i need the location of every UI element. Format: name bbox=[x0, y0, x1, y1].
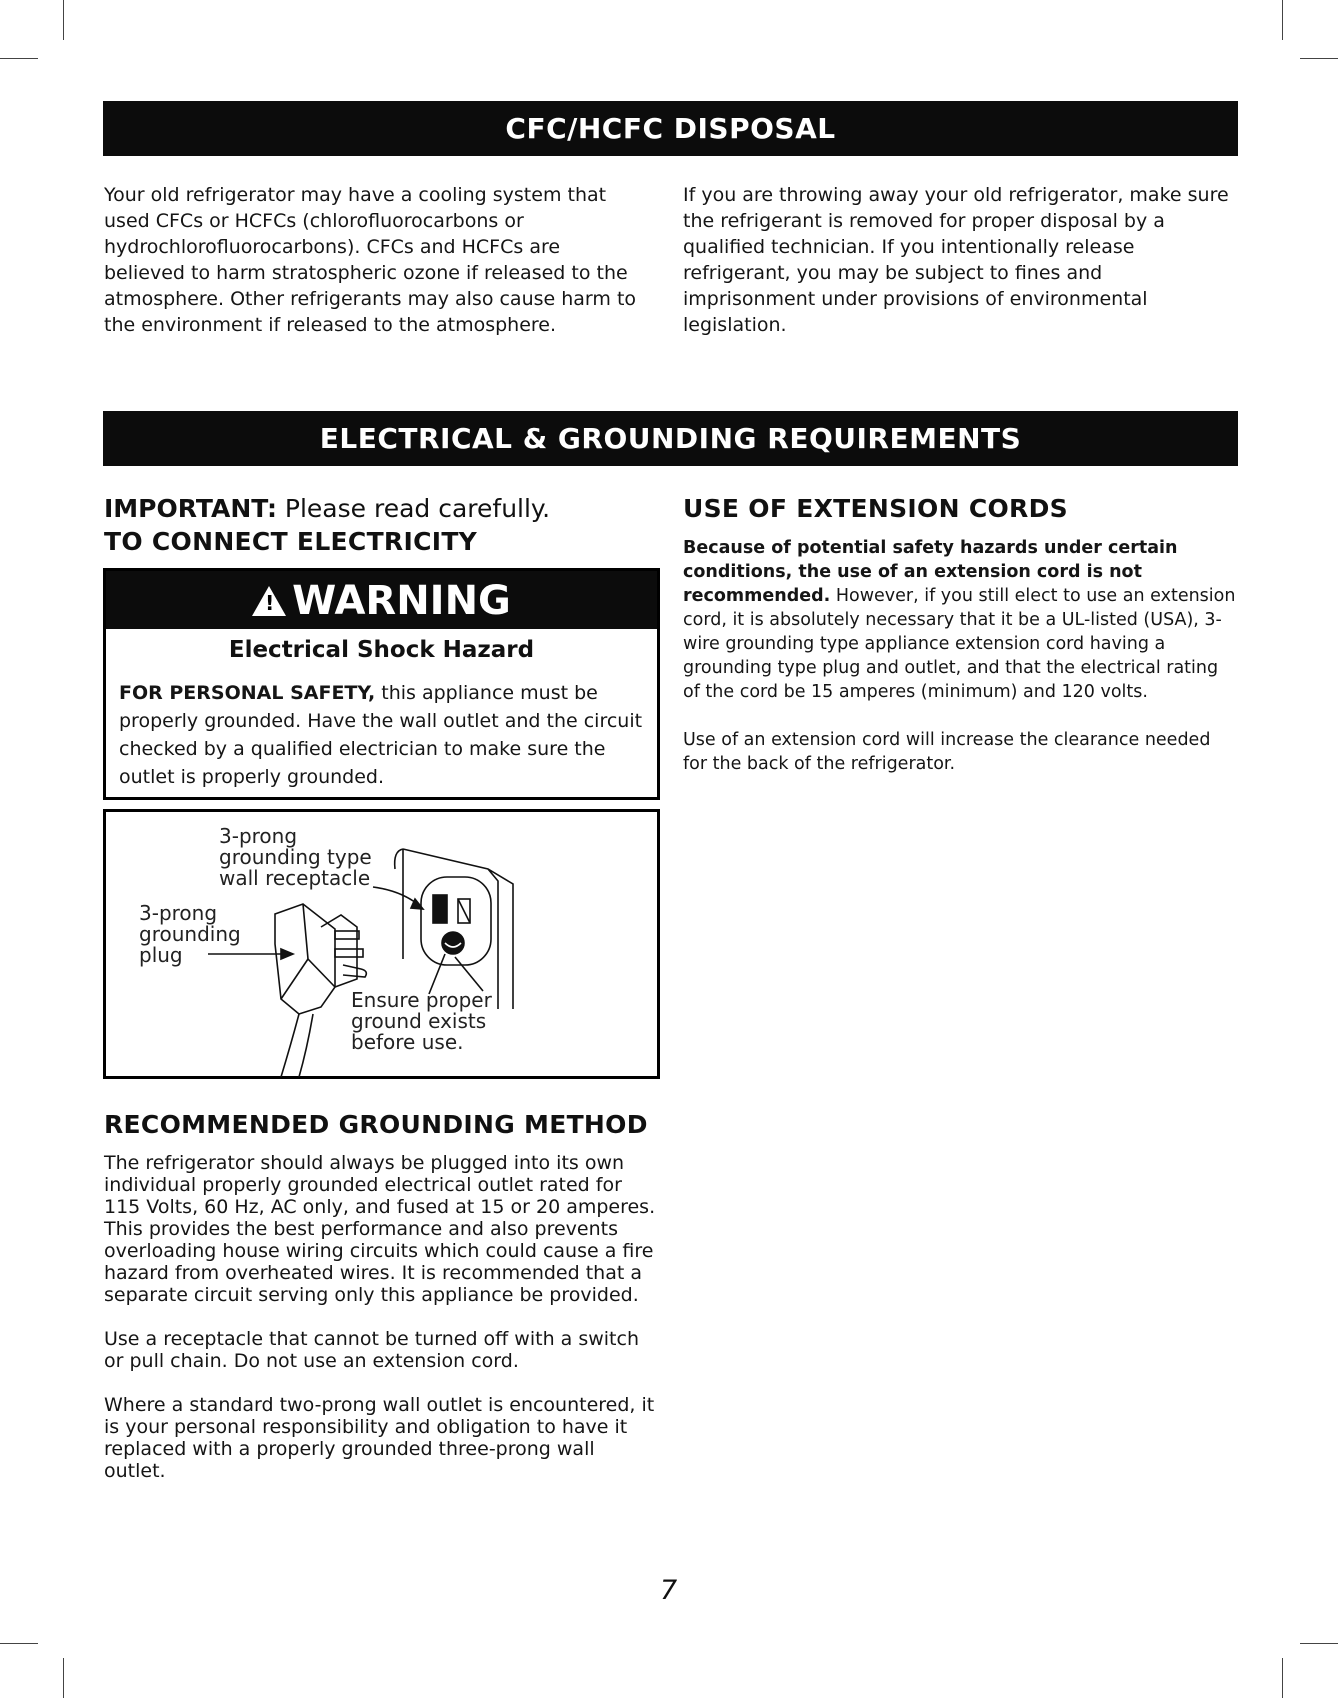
extension-paragraph-2: Use of an extension cord will increase the clearance needed for the back of the refrigerator. bbox=[683, 730, 1211, 774]
warning-header bbox=[106, 571, 657, 629]
page-number: 7 bbox=[660, 1575, 678, 1606]
crop-mark bbox=[63, 0, 64, 40]
important-text: Please read carefully. bbox=[276, 494, 551, 523]
extension-text: However, if you still elect to use an extension cord, it is absolutely necessary that it be a UL-listed (USA), 3-wire grounding type appliance extension cord having a grounding type plug and outlet, and that the electrical rating of the cord be 15 amperes (minimum) and 120 volts. bbox=[683, 586, 1236, 702]
extension-lead: Because of potential safety hazards under certain conditions, the use of an extension cord is not recommended. bbox=[683, 538, 1178, 606]
crop-mark bbox=[0, 1643, 38, 1644]
crop-mark bbox=[1282, 1658, 1283, 1698]
plug-and-outlet-illustration bbox=[103, 809, 660, 1079]
grounding-paragraph-2: Use a receptacle that cannot be turned off with a switch or pull chain. Do not use an extension cord. bbox=[104, 1328, 639, 1372]
warning-box bbox=[103, 568, 660, 800]
warning-triangle-icon bbox=[252, 586, 286, 616]
extension-cords-heading: USE OF EXTENSION CORDS bbox=[683, 494, 1068, 523]
warning-subtitle: Electrical Shock Hazard bbox=[228, 637, 535, 663]
warning-lead: FOR PERSONAL SAFETY, bbox=[119, 682, 376, 704]
receptacle-label: 3-prong grounding type wall receptacle bbox=[219, 824, 372, 890]
extension-paragraph-1 bbox=[683, 536, 1238, 704]
crop-mark bbox=[63, 1658, 64, 1698]
warning-label: WARNING bbox=[292, 578, 511, 624]
crop-mark bbox=[1300, 1643, 1338, 1644]
warning-body bbox=[119, 679, 649, 791]
connect-electricity-heading: TO CONNECT ELECTRICITY bbox=[104, 527, 478, 556]
ground-label: Ensure proper ground exists before use. bbox=[351, 988, 492, 1054]
important-label: IMPORTANT: bbox=[104, 494, 277, 523]
crop-mark bbox=[0, 58, 38, 59]
electrical-section-title: ELECTRICAL & GROUNDING REQUIREMENTS bbox=[103, 411, 1238, 466]
cfc-section-title: CFC/HCFC DISPOSAL bbox=[103, 101, 1238, 156]
grounding-diagram bbox=[103, 809, 660, 1079]
grounding-method-heading: RECOMMENDED GROUNDING METHOD bbox=[104, 1110, 648, 1139]
crop-mark bbox=[1282, 0, 1283, 40]
grounding-paragraph-1: The refrigerator should always be plugged into its own individual properly grounded electrical outlet rated for 115 Volts, 60 Hz, AC only, and fused at 15 or 20 amperes. This provides the best performance and also prevents overloading house wiring circuits which could cause a fire hazard from overheated wires. It is recommended that a separate circuit serving only this appliance be provided. bbox=[104, 1152, 656, 1306]
warning-text: this appliance must be properly grounded. Have the wall outlet and the circuit checked by a qualified electrician to make sure the outlet is properly grounded. bbox=[119, 682, 643, 788]
important-line bbox=[104, 494, 550, 523]
cfc-left-paragraph: Your old refrigerator may have a cooling system that used CFCs or HCFCs (chlorofluorocarbons or hydrochlorofluorocarbons). CFCs and HCFCs are believed to harm stratospheric ozone if released to the atmosphere. Other refrigerants may also cause harm to the environment if released to the atmosphere. bbox=[104, 184, 637, 336]
cfc-right-paragraph: If you are throwing away your old refrigerator, make sure the refrigerant is removed for proper disposal by a qualified technician. If you intentionally release refrigerant, you may be subject to fines and imprisonment under provisions of environmental legislation. bbox=[683, 184, 1229, 336]
crop-mark bbox=[1300, 58, 1338, 59]
plug-label: 3-prong grounding plug bbox=[139, 901, 241, 967]
grounding-paragraph-3: Where a standard two-prong wall outlet is encountered, it is your personal responsibility and obligation to have it replaced with a properly grounded three-prong wall outlet. bbox=[104, 1394, 655, 1482]
